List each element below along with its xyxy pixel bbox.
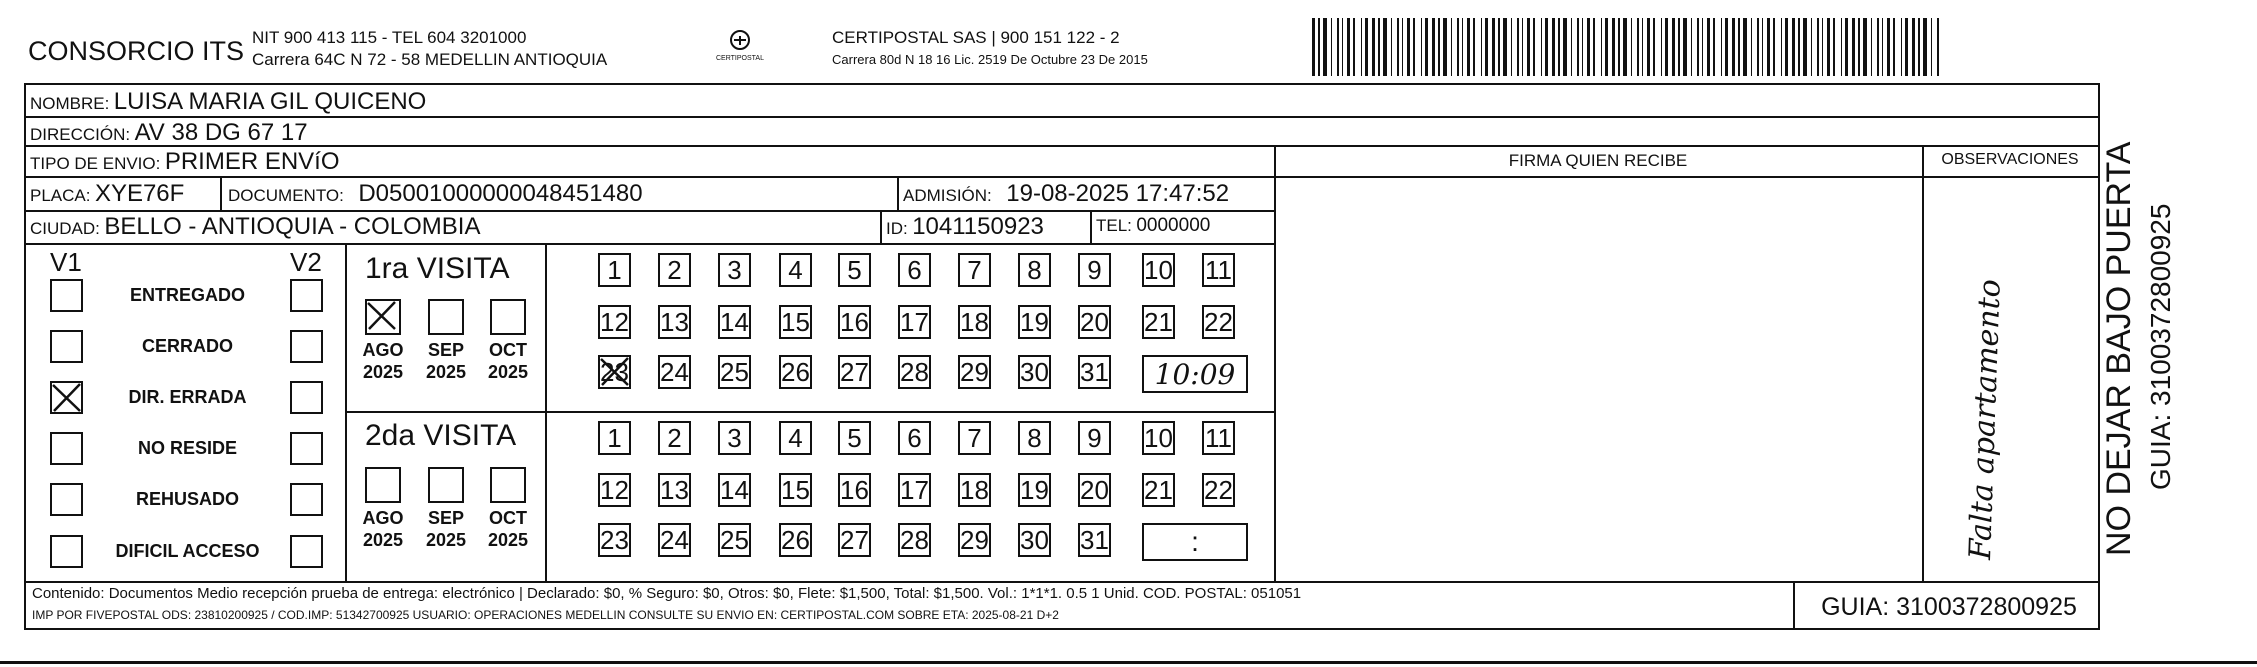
barcode-bar xyxy=(1661,18,1662,76)
barcode-bar xyxy=(1642,18,1643,76)
v2-checkbox[interactable] xyxy=(290,483,323,516)
row-line xyxy=(1922,176,2098,178)
visit2-day-cell[interactable]: 11 xyxy=(1202,421,1235,455)
barcode-bar xyxy=(1785,18,1788,76)
visit2-day-cell[interactable]: 14 xyxy=(718,473,751,507)
frame-left xyxy=(24,83,26,583)
row-line xyxy=(24,210,1276,212)
v1-checkbox[interactable] xyxy=(50,279,83,312)
barcode-bar xyxy=(1623,18,1627,76)
row-line xyxy=(24,243,1276,245)
visit1-day-cell[interactable]: 7 xyxy=(958,253,991,287)
firma-header: FIRMA QUIEN RECIBE xyxy=(1508,151,1688,170)
visit2-day-cell[interactable]: 5 xyxy=(838,421,871,455)
status-option-label: DIR. ERRADA xyxy=(128,387,247,407)
visit1-day-cell[interactable]: 8 xyxy=(1018,253,1051,287)
barcode-bar xyxy=(1811,18,1812,76)
barcode-bar xyxy=(1397,18,1399,76)
visit1-day-cell[interactable]: 23 xyxy=(598,355,631,389)
visit1-day-cell[interactable]: 12 xyxy=(598,305,631,339)
visit1-day-cell[interactable]: 6 xyxy=(898,253,931,287)
footer-right xyxy=(2098,581,2100,630)
carrier-line1: CERTIPOSTAL SAS | 900 151 122 - 2 xyxy=(832,28,1120,47)
barcode-bar xyxy=(1905,18,1908,76)
footer-imp: IMP POR FIVEPOSTAL ODS: 23810200925 / COD.IMP: 51342700925 USUARIO: OPERACIONES MEDELLIN CONSULTE SU ENVIO EN: CERTIPOSTAL.COM SOBRE ETA: 2025-08-21 D+2 xyxy=(32,608,1059,622)
visit2-time-box[interactable] xyxy=(1142,523,1248,561)
row-line xyxy=(345,411,1276,413)
visit1-month-name: AGO xyxy=(362,340,404,360)
visit1-day-cell[interactable]: 1 xyxy=(598,253,631,287)
visit1-day-cell[interactable]: 31 xyxy=(1078,355,1111,389)
visit1-day-cell[interactable]: 25 xyxy=(718,355,751,389)
visit1-month-label xyxy=(482,339,534,383)
barcode-bar xyxy=(1725,18,1728,76)
tel-row xyxy=(1096,215,1210,237)
visit2-day-cell[interactable]: 20 xyxy=(1078,473,1111,507)
barcode-bar xyxy=(1931,18,1932,76)
visit1-day-cell[interactable]: 13 xyxy=(658,305,691,339)
observation-text: Falta apartamento xyxy=(1963,278,2008,561)
barcode-bar xyxy=(1912,18,1915,76)
barcode-bar xyxy=(1413,18,1415,76)
visit2-month-year: 2025 xyxy=(487,530,529,550)
tipo-value: PRIMER ENVíO xyxy=(164,148,340,175)
visit2-day-cell[interactable]: 26 xyxy=(779,523,812,557)
barcode-bar xyxy=(1331,18,1332,76)
col-line xyxy=(1922,145,1924,581)
visit2-time-value: : xyxy=(1191,526,1199,557)
barcode-bar xyxy=(1918,18,1920,76)
id-label: ID: xyxy=(886,219,908,238)
barcode-bar xyxy=(1732,18,1735,76)
visit2-day-cell[interactable]: 31 xyxy=(1078,523,1111,557)
barcode-bar xyxy=(1672,18,1675,76)
footer-guia: GUIA: 3100372800925 xyxy=(1821,593,2077,621)
ciudad-label: CIUDAD: xyxy=(30,219,100,238)
barcode-bar xyxy=(1767,18,1770,76)
visit1-day-cell[interactable]: 19 xyxy=(1018,305,1051,339)
visit1-month-year: 2025 xyxy=(487,362,529,382)
barcode-bar xyxy=(1541,18,1542,76)
visit2-day-cell[interactable]: 24 xyxy=(658,523,691,557)
barcode-bar xyxy=(1593,18,1595,76)
barcode-bar xyxy=(1485,18,1488,76)
visit2-month-year: 2025 xyxy=(425,530,467,550)
visit2-day-cell[interactable]: 22 xyxy=(1202,473,1235,507)
barcode-bar xyxy=(1612,18,1615,76)
barcode-bar xyxy=(1877,18,1879,76)
barcode-bar xyxy=(1407,18,1410,76)
barcode-bar xyxy=(1522,18,1523,76)
carrier-line2: Carrera 80d N 18 16 Lic. 2519 De Octubre 23 De 2015 xyxy=(832,52,1148,67)
visit1-day-cell[interactable]: 5 xyxy=(838,253,871,287)
visit2-day-cell[interactable]: 3 xyxy=(718,421,751,455)
visit2-month-label xyxy=(357,507,409,551)
visit1-month-year: 2025 xyxy=(425,362,467,382)
v2-checkbox[interactable] xyxy=(290,330,323,363)
barcode-bar xyxy=(1391,18,1392,76)
visit1-day-cell[interactable]: 2 xyxy=(658,253,691,287)
barcode-bar xyxy=(1707,18,1710,76)
direccion-value: AV 38 DG 67 17 xyxy=(134,119,308,146)
visit1-day-cell[interactable]: 10 xyxy=(1142,253,1175,287)
col-line xyxy=(545,243,547,581)
v2-header: V2 xyxy=(290,247,322,277)
visit2-day-cell[interactable]: 10 xyxy=(1142,421,1175,455)
visit1-month-name: OCT xyxy=(489,340,527,360)
visit1-month-label xyxy=(357,339,409,383)
barcode-bar xyxy=(1473,18,1475,76)
barcode-bar xyxy=(1312,18,1315,76)
barcode-bar xyxy=(1697,18,1699,76)
ciudad-row xyxy=(30,213,480,241)
documento-value: D05001000000048451480 xyxy=(358,180,643,207)
visit2-day-cell[interactable]: 7 xyxy=(958,421,991,455)
barcode-bar xyxy=(1743,18,1747,76)
visit2-day-cell[interactable]: 15 xyxy=(779,473,812,507)
visit1-day-cell[interactable]: 18 xyxy=(958,305,991,339)
barcode-bar xyxy=(1462,18,1463,76)
barcode-bar xyxy=(1571,18,1572,76)
v1-header: V1 xyxy=(50,247,82,277)
id-row xyxy=(886,213,1044,241)
barcode-bar xyxy=(1481,18,1482,76)
tel-value: 0000000 xyxy=(1136,215,1211,236)
barcode-bar xyxy=(1527,18,1530,76)
tipo-label: TIPO DE ENVIO: xyxy=(30,154,161,173)
visit1-day-cell[interactable]: 9 xyxy=(1078,253,1111,287)
barcode-bar xyxy=(1852,18,1855,76)
barcode-bar xyxy=(1691,18,1692,76)
col-line xyxy=(880,210,882,243)
observations-handwritten xyxy=(1928,210,2098,570)
visit2-day-cell[interactable]: 8 xyxy=(1018,421,1051,455)
barcode-bar xyxy=(1492,18,1495,76)
barcode-bar xyxy=(1762,18,1763,76)
barcode-bar xyxy=(1803,18,1807,76)
v2-checkbox[interactable] xyxy=(290,381,323,414)
company-address: Carrera 64C N 72 - 58 MEDELLIN ANTIOQUIA xyxy=(252,50,608,69)
footer-top xyxy=(24,581,2100,583)
barcode-bar xyxy=(1665,18,1668,76)
visit2-month-name: AGO xyxy=(362,508,404,528)
page-bottom-line xyxy=(0,661,2257,664)
barcode-bar xyxy=(1425,18,1428,76)
visit1-day-cell[interactable]: 17 xyxy=(898,305,931,339)
admision-value: 19-08-2025 17:47:52 xyxy=(1006,180,1230,207)
barcode-bar xyxy=(1901,18,1902,76)
barcode-bar xyxy=(1738,18,1740,76)
observaciones-header: OBSERVACIONES xyxy=(1941,151,2079,168)
visit1-day-cell[interactable]: 26 xyxy=(779,355,812,389)
visit2-day-cell[interactable]: 16 xyxy=(838,473,871,507)
visit1-day-cell[interactable]: 27 xyxy=(838,355,871,389)
barcode-bar xyxy=(1601,18,1602,76)
col-line xyxy=(1274,145,1276,581)
visit2-day-cell[interactable]: 25 xyxy=(718,523,751,557)
visit2-month-checkbox[interactable] xyxy=(490,467,526,503)
visit2-day-cell[interactable]: 4 xyxy=(779,421,812,455)
visit2-day-cell[interactable]: 9 xyxy=(1078,421,1111,455)
barcode-bar xyxy=(1467,18,1470,76)
visit1-day-cell[interactable]: 14 xyxy=(718,305,751,339)
svg-text:CERTIPOSTAL: CERTIPOSTAL xyxy=(716,55,764,62)
barcode-bar xyxy=(1337,18,1339,76)
barcode-bar xyxy=(1383,18,1387,76)
visit2-month-name: OCT xyxy=(489,508,527,528)
visit2-day-cell[interactable]: 6 xyxy=(898,421,931,455)
col-line xyxy=(897,176,899,210)
barcode-bar xyxy=(1503,18,1507,76)
company-nit: NIT 900 413 115 - TEL 604 3201000 xyxy=(252,28,527,47)
barcode-bar xyxy=(1587,18,1590,76)
side-guia: GUIA: 3100372800925 xyxy=(2145,203,2176,490)
visit2-day-cell[interactable]: 12 xyxy=(598,473,631,507)
barcode-bar xyxy=(1582,18,1583,76)
visit1-day-cell[interactable]: 24 xyxy=(658,355,691,389)
visit1-title: 1ra VISITA xyxy=(365,252,510,285)
col-line xyxy=(220,176,222,210)
barcode-bar xyxy=(1751,18,1752,76)
barcode-bar xyxy=(1558,18,1560,76)
barcode-bar xyxy=(1378,18,1380,76)
barcode-bar xyxy=(1457,18,1459,76)
barcode-bar xyxy=(1631,18,1632,76)
admision-row xyxy=(903,180,1229,208)
barcode-bar xyxy=(1318,18,1320,76)
barcode-bar xyxy=(1713,18,1715,76)
v2-checkbox[interactable] xyxy=(290,535,323,568)
barcode-bar xyxy=(1511,18,1512,76)
barcode xyxy=(1312,18,1944,76)
barcode-bar xyxy=(1323,18,1327,76)
footer-bottom xyxy=(24,628,2100,630)
barcode-bar xyxy=(1653,18,1655,76)
visit1-month-checkbox[interactable] xyxy=(428,299,464,335)
barcode-bar xyxy=(1552,18,1555,76)
status-option-label: DIFICIL ACCESO xyxy=(115,541,260,561)
barcode-bar xyxy=(1678,18,1680,76)
visit1-day-cell[interactable]: 28 xyxy=(898,355,931,389)
barcode-bar xyxy=(1347,18,1350,76)
visit2-month-label xyxy=(420,507,472,551)
barcode-bar xyxy=(1882,18,1883,76)
footer-col xyxy=(1793,581,1795,630)
barcode-bar xyxy=(1372,18,1375,76)
visit2-day-cell[interactable]: 18 xyxy=(958,473,991,507)
barcode-bar xyxy=(1421,18,1422,76)
barcode-bar xyxy=(1517,18,1519,76)
visit1-month-checkbox[interactable] xyxy=(365,299,401,335)
barcode-bar xyxy=(1637,18,1639,76)
direccion-label: DIRECCIÓN: xyxy=(30,125,131,144)
visit1-month-name: SEP xyxy=(427,340,465,360)
visit1-month-checkbox[interactable] xyxy=(490,299,526,335)
v1-checkbox[interactable] xyxy=(50,432,83,465)
visit2-day-cell[interactable]: 2 xyxy=(658,421,691,455)
nombre-row xyxy=(30,88,426,116)
barcode-bar xyxy=(1353,18,1355,76)
admision-label: ADMISIÓN: xyxy=(903,186,992,205)
visit1-time-value: 10:09 xyxy=(1154,357,1236,391)
barcode-bar xyxy=(1563,18,1567,76)
signature-area[interactable] xyxy=(1278,180,1918,578)
v1-checkbox[interactable] xyxy=(50,483,83,516)
placa-row xyxy=(30,180,184,208)
tipo-row xyxy=(30,148,340,176)
visit1-day-cell[interactable]: 20 xyxy=(1078,305,1111,339)
barcode-bar xyxy=(1605,18,1608,76)
id-value: 1041150923 xyxy=(912,213,1044,240)
footer-left xyxy=(24,581,26,630)
barcode-bar xyxy=(1438,18,1440,76)
barcode-bar xyxy=(1365,18,1368,76)
tel-label: TEL: xyxy=(1096,216,1132,235)
visit2-month-checkbox[interactable] xyxy=(365,467,401,503)
visit2-day-cell[interactable]: 23 xyxy=(598,523,631,557)
status-option-label: CERRADO xyxy=(141,336,233,356)
barcode-bar xyxy=(1845,18,1848,76)
nombre-value: LUISA MARIA GIL QUICENO xyxy=(113,88,427,115)
visit1-month-year: 2025 xyxy=(362,362,404,382)
placa-label: PLACA: xyxy=(30,186,91,205)
barcode-bar xyxy=(1618,18,1620,76)
barcode-bar xyxy=(1432,18,1435,76)
side-warning: NO DEJAR BAJO PUERTA xyxy=(2100,141,2138,556)
barcode-bar xyxy=(1923,18,1927,76)
v2-checkbox[interactable] xyxy=(290,279,323,312)
barcode-bar xyxy=(1841,18,1842,76)
visit2-month-name: SEP xyxy=(427,508,465,528)
status-option-label: NO RESIDE xyxy=(137,438,238,458)
visit2-day-cell[interactable]: 29 xyxy=(958,523,991,557)
visit1-day-cell[interactable]: 30 xyxy=(1018,355,1051,389)
visit2-day-cell[interactable]: 1 xyxy=(598,421,631,455)
visit1-day-cell[interactable]: 16 xyxy=(838,305,871,339)
barcode-bar xyxy=(1702,18,1703,76)
barcode-bar xyxy=(1451,18,1452,76)
documento-label: DOCUMENTO: xyxy=(228,186,344,205)
visit2-day-cell[interactable]: 21 xyxy=(1142,473,1175,507)
ciudad-value: BELLO - ANTIOQUIA - COLOMBIA xyxy=(104,213,481,240)
visit1-day-cell[interactable]: 11 xyxy=(1202,253,1235,287)
barcode-bar xyxy=(1817,18,1819,76)
col-line xyxy=(1090,210,1092,243)
barcode-bar xyxy=(1443,18,1447,76)
visit1-day-cell[interactable]: 29 xyxy=(958,355,991,389)
visit1-day-cell[interactable]: 4 xyxy=(779,253,812,287)
v2-checkbox[interactable] xyxy=(290,432,323,465)
visit2-day-cell[interactable]: 30 xyxy=(1018,523,1051,557)
status-option-label: ENTREGADO xyxy=(129,285,245,305)
company-name: CONSORCIO ITS xyxy=(28,36,245,66)
visit2-title: 2da VISITA xyxy=(365,419,517,452)
visit1-month-label xyxy=(420,339,472,383)
barcode-bar xyxy=(1822,18,1823,76)
v1-checkbox[interactable] xyxy=(50,330,83,363)
barcode-bar xyxy=(1887,18,1890,76)
visit1-day-cell[interactable]: 22 xyxy=(1202,305,1235,339)
visit2-day-cell[interactable]: 19 xyxy=(1018,473,1051,507)
barcode-bar xyxy=(1402,18,1403,76)
documento-row xyxy=(228,180,643,208)
nombre-label: NOMBRE: xyxy=(30,94,110,113)
v1-checkbox[interactable] xyxy=(50,381,83,414)
certipostal-logo-icon xyxy=(705,28,775,68)
row-line xyxy=(24,116,2100,118)
visit1-day-cell[interactable]: 21 xyxy=(1142,305,1175,339)
barcode-bar xyxy=(1545,18,1548,76)
barcode-bar xyxy=(1893,18,1895,76)
barcode-bar xyxy=(1757,18,1759,76)
barcode-bar xyxy=(1577,18,1579,76)
direccion-row xyxy=(30,119,308,147)
barcode-bar xyxy=(1361,18,1362,76)
frame-top xyxy=(24,83,2100,85)
v1-checkbox[interactable] xyxy=(50,535,83,568)
visit1-day-cell[interactable]: 15 xyxy=(779,305,812,339)
barcode-bar xyxy=(1683,18,1687,76)
barcode-bar xyxy=(1342,18,1343,76)
barcode-bar xyxy=(1498,18,1500,76)
barcode-bar xyxy=(1871,18,1872,76)
barcode-bar xyxy=(1533,18,1535,76)
visit2-day-cell[interactable]: 13 xyxy=(658,473,691,507)
status-option-label: REHUSADO xyxy=(135,489,239,509)
barcode-bar xyxy=(1721,18,1722,76)
footer-contenido: Contenido: Documentos Medio recepción prueba de entrega: electrónico | Declarado: $0, % Seguro: $0, Otros: $0, Flete: $1,500, Total: $1,500. Vol.: 1*1*1. 0.5 1 Unid. COD. POSTAL: 051051 xyxy=(32,585,1302,602)
barcode-bar xyxy=(1827,18,1830,76)
visit2-day-cell[interactable]: 27 xyxy=(838,523,871,557)
placa-value: XYE76F xyxy=(94,180,185,207)
visit2-month-label xyxy=(482,507,534,551)
visit2-month-year: 2025 xyxy=(362,530,404,550)
visit2-month-checkbox[interactable] xyxy=(428,467,464,503)
visit2-day-cell[interactable]: 28 xyxy=(898,523,931,557)
barcode-bar xyxy=(1647,18,1650,76)
barcode-bar xyxy=(1833,18,1835,76)
visit1-day-cell[interactable]: 3 xyxy=(718,253,751,287)
barcode-bar xyxy=(1858,18,1860,76)
barcode-bar xyxy=(1798,18,1800,76)
barcode-bar xyxy=(1781,18,1782,76)
visit2-day-cell[interactable]: 17 xyxy=(898,473,931,507)
row-line xyxy=(24,176,2100,178)
barcode-bar xyxy=(1773,18,1775,76)
row-line xyxy=(24,145,2100,147)
barcode-bar xyxy=(1792,18,1795,76)
barcode-bar xyxy=(1863,18,1867,76)
visit1-time-box[interactable] xyxy=(1142,355,1248,393)
col-line xyxy=(345,243,347,581)
barcode-bar xyxy=(1937,18,1939,76)
